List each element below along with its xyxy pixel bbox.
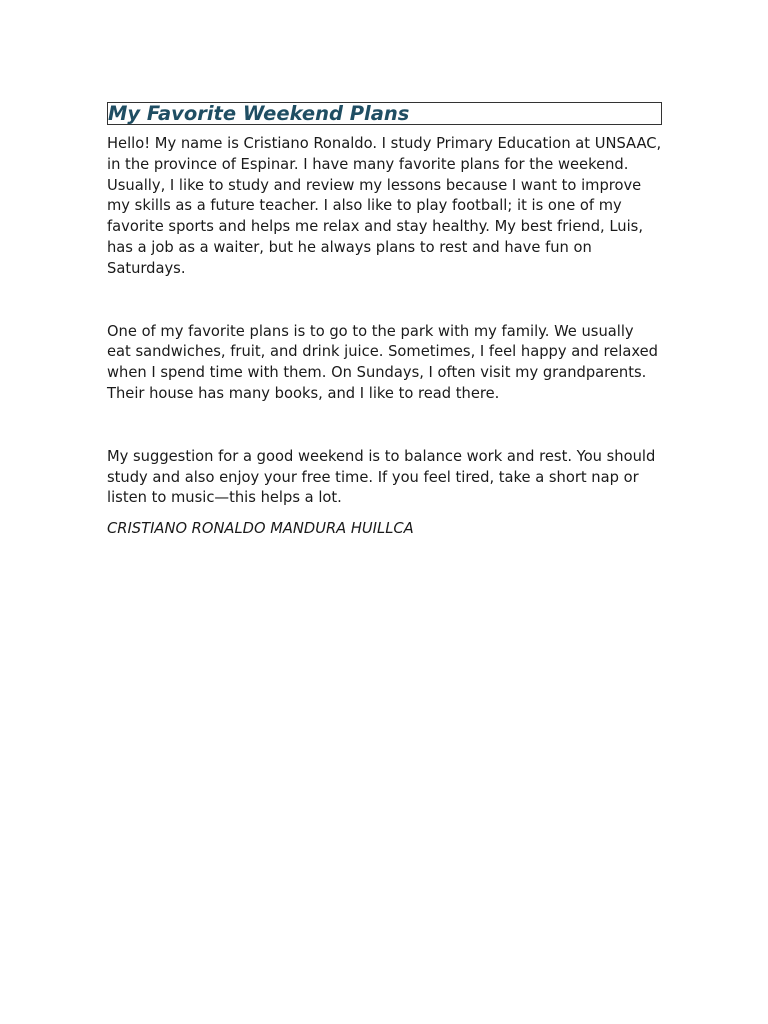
document-title: My Favorite Weekend Plans: [108, 102, 410, 125]
author-signature: CRISTIANO RONALDO MANDURA HUILLCA: [107, 520, 414, 538]
paragraph-family: One of my favorite plans is to go to the park with my family. We usually eat sandwiches, fruit, and drink juice. Sometimes, I feel happy and relaxed when I spend time with them. On Sundays, I often visit my grandparents. Their house has many books, and I like to read there.: [107, 322, 658, 402]
title-box: [107, 102, 662, 125]
paragraph-suggestion: My suggestion for a good weekend is to balance work and rest. You should study and also enjoy your free time. If you feel tired, take a short nap or listen to music—this helps a lot.: [107, 447, 656, 507]
paragraph-intro: Hello! My name is Cristiano Ronaldo. I study Primary Education at UNSAAC, in the province of Espinar. I have many favorite plans for the weekend. Usually, I like to study and review my lessons because I want to improve my skills as a future teacher. I also like to play football; it is one of my favorite sports and helps me relax and stay healthy. My best friend, Luis, has a job as a waiter, but he always plans to rest and have fun on Saturdays.: [107, 135, 662, 277]
document-page: [107, 102, 662, 540]
